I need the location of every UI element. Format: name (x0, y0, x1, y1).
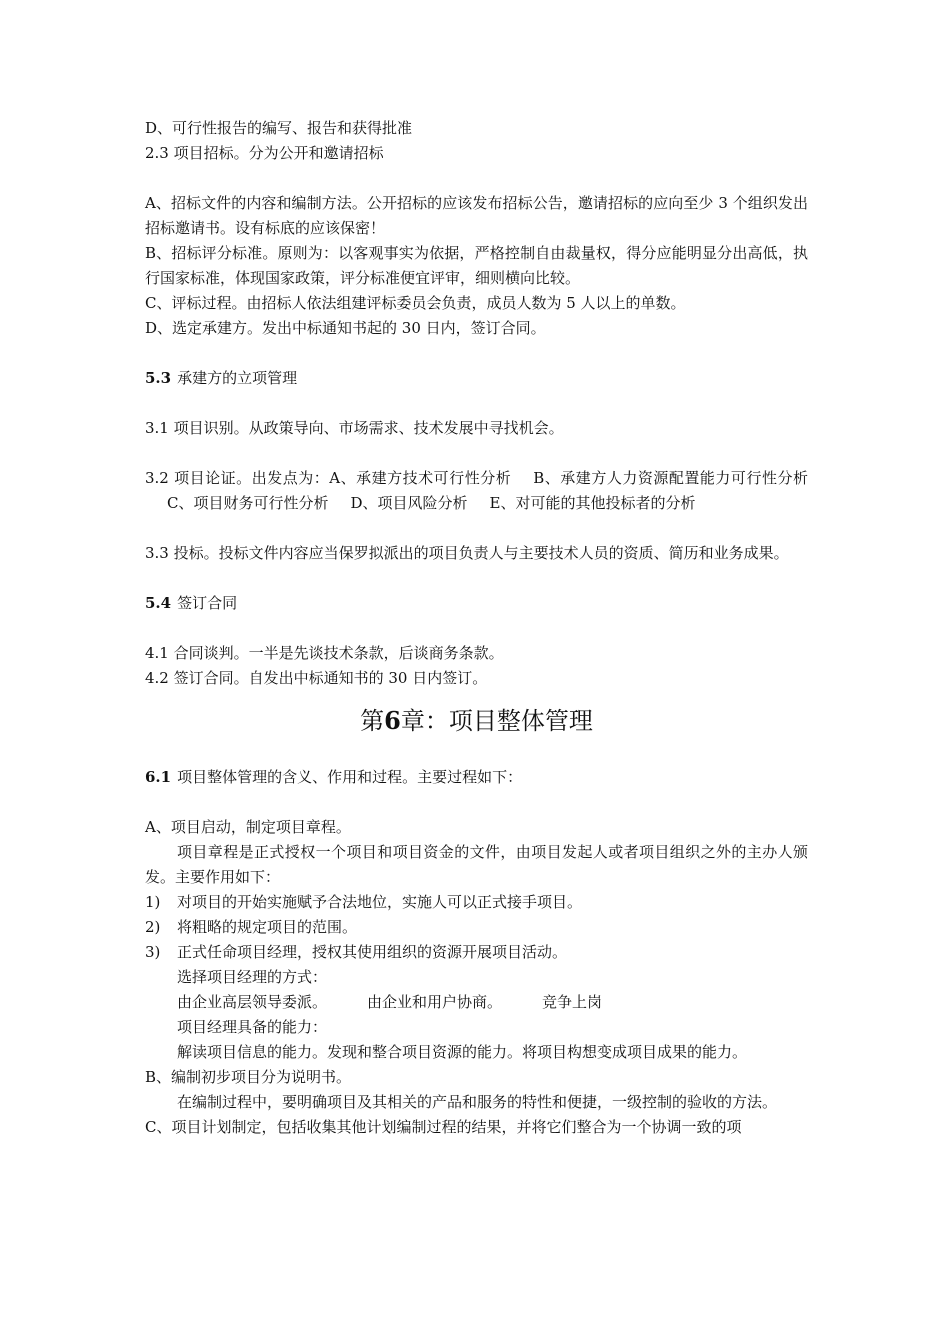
section-number: 5.4 (145, 594, 172, 612)
text-line: C、评标过程。由招标人依法组建评标委员会负责，成员人数为 5 人以上的单数。 (145, 294, 686, 312)
text-line: D、可行性报告的编写、报告和获得批准 (145, 119, 413, 137)
text-line: 项目经理具备的能力： (177, 1018, 328, 1036)
text-line: B、编制初步项目分为说明书。 (145, 1068, 352, 1086)
text-paragraph: 3.3 投标。投标文件内容应当保罗拟派出的项目负责人与主要技术人员的资质、简历和业务成果。 (145, 544, 789, 562)
text-span: 竞争上岗 (542, 993, 603, 1011)
section-number: 6.1 (145, 768, 172, 786)
chapter-number: 6 (384, 706, 401, 735)
text-line: 4.2 签订合同。自发出中标通知书的 30 日内签订。 (145, 669, 488, 687)
section-title: 承建方的立项管理 (177, 369, 298, 387)
text-span: 由企业和用户协商。 (367, 993, 503, 1011)
text-span: 3.2 项目论证。出发点为：A、承建方技术可行性分析 (145, 469, 512, 487)
list-text: 将粗略的规定项目的范围。 (177, 918, 358, 936)
text-paragraph: 项目章程是正式授权一个项目和项目资金的文件，由项目发起人或者项目组织之外的主办人颁发。主要作用如下： (145, 843, 808, 886)
section-title: 签订合同 (177, 594, 238, 612)
text-span: 由企业高层领导委派。 (177, 993, 328, 1011)
text-span: D、项目风险分析 (350, 494, 468, 512)
text-paragraph: 在编制过程中，要明确项目及其相关的产品和服务的特性和便捷，一级控制的验收的方法。 (177, 1093, 778, 1111)
list-number: 3) (145, 943, 161, 961)
text-span: E、对可能的其他投标者的分析 (489, 494, 696, 512)
section-title: 项目整体管理的含义、作用和过程。主要过程如下： (177, 768, 523, 786)
list-item (145, 915, 808, 940)
text-line: 3.1 项目识别。从政策导向、市场需求、技术发展中寻找机会。 (145, 419, 564, 437)
chapter-title (145, 701, 808, 741)
text-line: 2.3 项目招标。分为公开和邀请招标 (145, 144, 384, 162)
list-number: 1) (145, 893, 161, 911)
section-number: 5.3 (145, 369, 172, 387)
section-heading-5-3 (145, 366, 808, 391)
list-item (145, 890, 808, 915)
text-line: C、项目计划制定，包括收集其他计划编制过程的结果，并将它们整合为一个协调一致的项 (145, 1118, 742, 1136)
text-paragraph (145, 466, 808, 516)
text-span: B、承建方人力资源配置能力可行性分析 (533, 469, 808, 487)
list-text: 正式任命项目经理，授权其使用组织的资源开展项目活动。 (177, 943, 568, 961)
text-paragraph: A、招标文件的内容和编制方法。公开招标的应该发布招标公告，邀请招标的应向至少 3 个组织发出招标邀请书。设有标底的应该保密！ (145, 194, 808, 237)
text-line: D、选定承建方。发出中标通知书起的 30 日内，签订合同。 (145, 319, 546, 337)
text-line: 4.1 合同谈判。一半是先谈技术条款，后谈商务条款。 (145, 644, 504, 662)
text-line: 解读项目信息的能力。发现和整合项目资源的能力。将项目构想变成项目成果的能力。 (177, 1043, 748, 1061)
chapter-name: 章：项目整体管理 (400, 707, 593, 735)
section-heading-6-1 (145, 765, 808, 790)
list-number: 2) (145, 918, 161, 936)
text-line (145, 990, 808, 1015)
chapter-prefix: 第 (360, 707, 385, 735)
text-span: C、项目财务可行性分析 (167, 494, 329, 512)
text-line: 选择项目经理的方式： (177, 968, 328, 986)
text-line: A、项目启动，制定项目章程。 (145, 818, 351, 836)
list-item (145, 940, 808, 965)
document-body (145, 116, 808, 1140)
section-heading-5-4 (145, 591, 808, 616)
list-text: 对项目的开始实施赋予合法地位，实施人可以正式接手项目。 (177, 893, 583, 911)
text-paragraph: B、招标评分标准。原则为：以客观事实为依据，严格控制自由裁量权，得分应能明显分出高低，执行国家标准，体现国家政策，评分标准便宜评审，细则横向比较。 (145, 244, 808, 287)
